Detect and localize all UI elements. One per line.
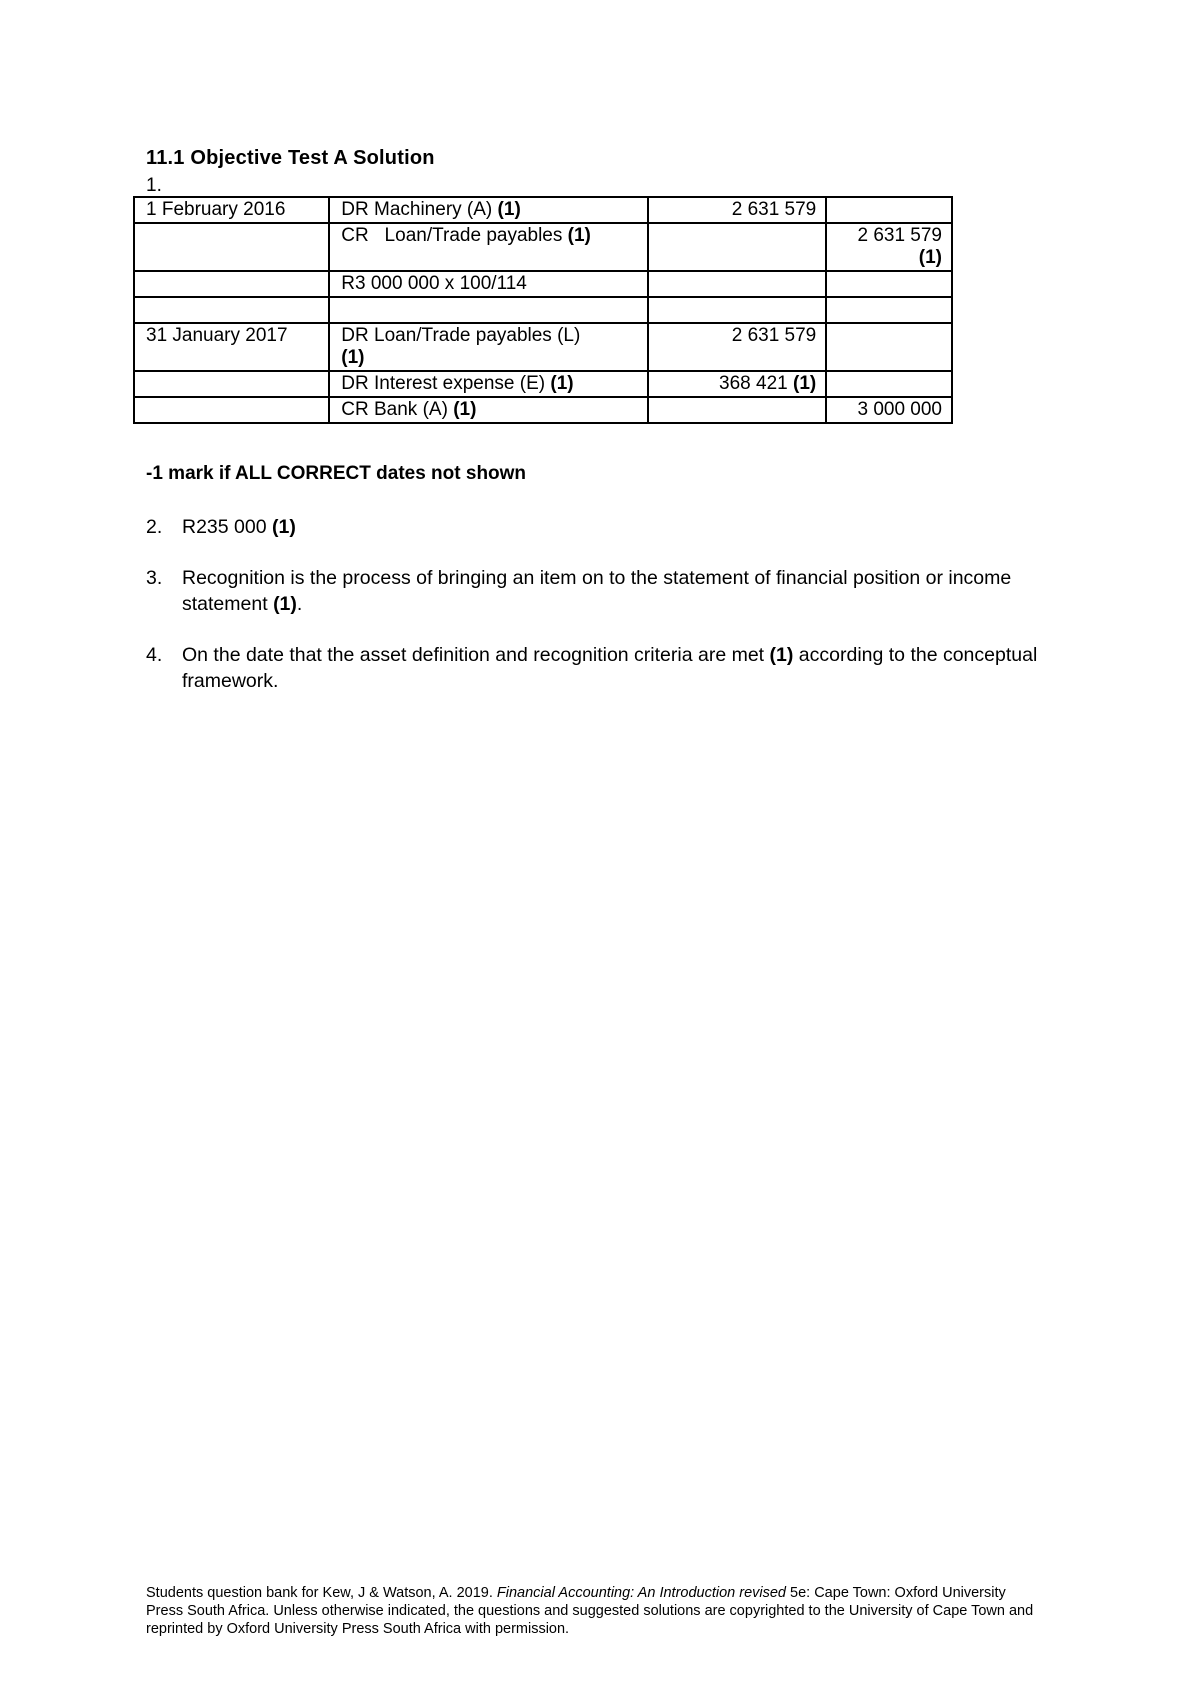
marking-note: -1 mark if ALL CORRECT dates not shown (146, 463, 527, 484)
answer-list (146, 514, 1066, 719)
date-cell (134, 297, 329, 323)
description-cell: CR Loan/Trade payables (1) (329, 223, 648, 271)
table-row (134, 197, 952, 223)
mark-label: (1) (497, 199, 521, 220)
credit-cell (826, 197, 952, 223)
mark-label: (1) (341, 347, 365, 368)
mark-label: (1) (769, 644, 794, 666)
table-row (134, 297, 952, 323)
mark-label: (1) (272, 516, 296, 538)
footer-book-title: Financial Accounting: An Introduction revised (496, 1585, 786, 1601)
answer-number: 3. (146, 567, 163, 589)
date-cell (134, 223, 329, 271)
footer-suffix: 5e: Cape Town: Oxford University Press South Africa. Unless otherwise indicated, the questions and suggested solutions are copyrighted to the University of Cape Town and reprinted by Oxford University Press South Africa with permission. (146, 1585, 1034, 1637)
mark-label: (1) (453, 399, 477, 420)
mark-label: (1) (273, 593, 297, 615)
date-cell (134, 397, 329, 423)
description-cell: DR Interest expense (E) (1) (329, 371, 648, 397)
description-cell: R3 000 000 x 100/114 (329, 271, 648, 297)
debit-cell (648, 223, 826, 271)
list-item (146, 642, 1066, 694)
mark-label: (1) (550, 373, 574, 394)
question-number: 1. (146, 175, 162, 196)
table-row (134, 397, 952, 423)
answer-text-tail: according to the conceptual framework. (182, 644, 1038, 692)
list-item (146, 514, 1066, 540)
table-row (134, 271, 952, 297)
debit-cell (648, 397, 826, 423)
answer-text-tail: . (296, 593, 303, 615)
date-cell: 31 January 2017 (134, 323, 329, 371)
page-title: 11.1 Objective Test A Solution (146, 147, 435, 169)
answer-text: Recognition is the process of bringing an item on to the statement of financial position or income statement (182, 567, 1012, 615)
footer-citation (146, 1584, 1046, 1638)
answer-text: On the date that the asset definition and recognition criteria are met (182, 644, 765, 666)
credit-cell: 2 631 579 (1) (826, 223, 952, 271)
description-cell (329, 297, 648, 323)
list-item (146, 565, 1066, 617)
date-cell (134, 271, 329, 297)
journal-entry-table (133, 196, 953, 424)
mark-label: (1) (918, 247, 942, 268)
answer-number: 2. (146, 516, 163, 538)
debit-cell: 2 631 579 (648, 323, 826, 371)
mark-label: (1) (793, 373, 817, 394)
debit-cell (648, 297, 826, 323)
answer-text: R235 000 (182, 516, 267, 538)
date-cell: 1 February 2016 (134, 197, 329, 223)
credit-cell (826, 271, 952, 297)
mark-label: (1) (567, 225, 591, 246)
footer-prefix: Students question bank for Kew, J & Watson, A. 2019. (146, 1585, 497, 1601)
description-cell: CR Bank (A) (1) (329, 397, 648, 423)
debit-cell: 368 421 (1) (648, 371, 826, 397)
description-cell: DR Machinery (A) (1) (329, 197, 648, 223)
description-cell: DR Loan/Trade payables (L) (1) (329, 323, 648, 371)
answer-number: 4. (146, 644, 163, 666)
table-row (134, 371, 952, 397)
table-row (134, 323, 952, 371)
credit-cell (826, 297, 952, 323)
debit-cell: 2 631 579 (648, 197, 826, 223)
debit-cell (648, 271, 826, 297)
credit-cell (826, 323, 952, 371)
date-cell (134, 371, 329, 397)
credit-cell: 3 000 000 (826, 397, 952, 423)
credit-cell (826, 371, 952, 397)
table-row (134, 223, 952, 271)
